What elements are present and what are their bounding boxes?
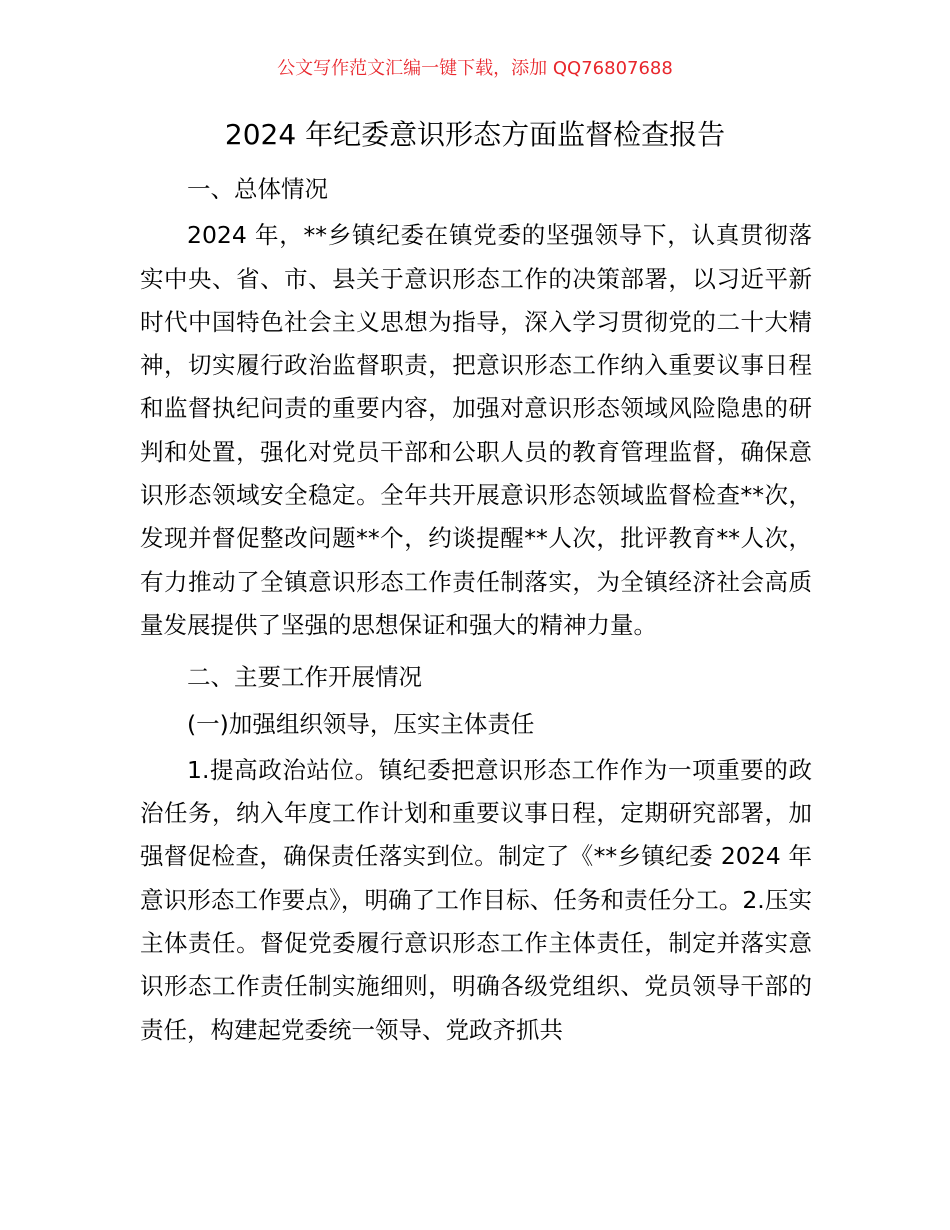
download-promo-header: 公文写作范文汇编一键下载，添加 QQ76807688 xyxy=(277,58,673,79)
subsection-1-heading: (一)加强组织领导，压实主体责任 xyxy=(187,709,535,738)
document-body xyxy=(140,168,812,1052)
section-2-heading: 二、主要工作开展情况 xyxy=(187,663,422,692)
section-1-heading: 一、总体情况 xyxy=(187,175,328,203)
section-1-paragraph: 2024 年，**乡镇纪委在镇党委的坚强领导下，认真贯彻落实中央、省、市、县关于意识形态工作的决策部署，以习近平新时代中国特色社会主义思想为指导，深入学习贯彻党的二十大精神，切实履行政治监督职责，把意识形态工作纳入重要议事日程和监督执纪问责的重要内容，加强对意识形态领域风险隐患的研判和处置，强化对党员干部和公职人员的教育管理监督，确保意识形态领域安全稳定。全年共开展意识形态领域监督检查**次，发现并督促整改问题**个，约谈提醒**人次，批评教育**人次，有力推动了全镇意识形态工作责任制落实，为全镇经济社会高质量发展提供了坚强的思想保证和强大的精神力量。 xyxy=(140,221,812,639)
subsection-1-paragraph: 1.提高政治站位。镇纪委把意识形态工作作为一项重要的政治任务，纳入年度工作计划和重要议事日程，定期研究部署，加强督促检查，确保责任落实到位。制定了《**乡镇纪委 2024 年意识形态工作要点》，明确了工作目标、任务和责任分工。2.压实主体责任。督促党委履行意识形态工作主体责任，制定并落实意识形态工作责任制实施细则，明确各级党组织、党员领导干部的责任，构建起党委统一领导、党政齐抓共 xyxy=(140,755,812,1044)
document-title: 2024 年纪委意识形态方面监督检查报告 xyxy=(224,118,726,151)
